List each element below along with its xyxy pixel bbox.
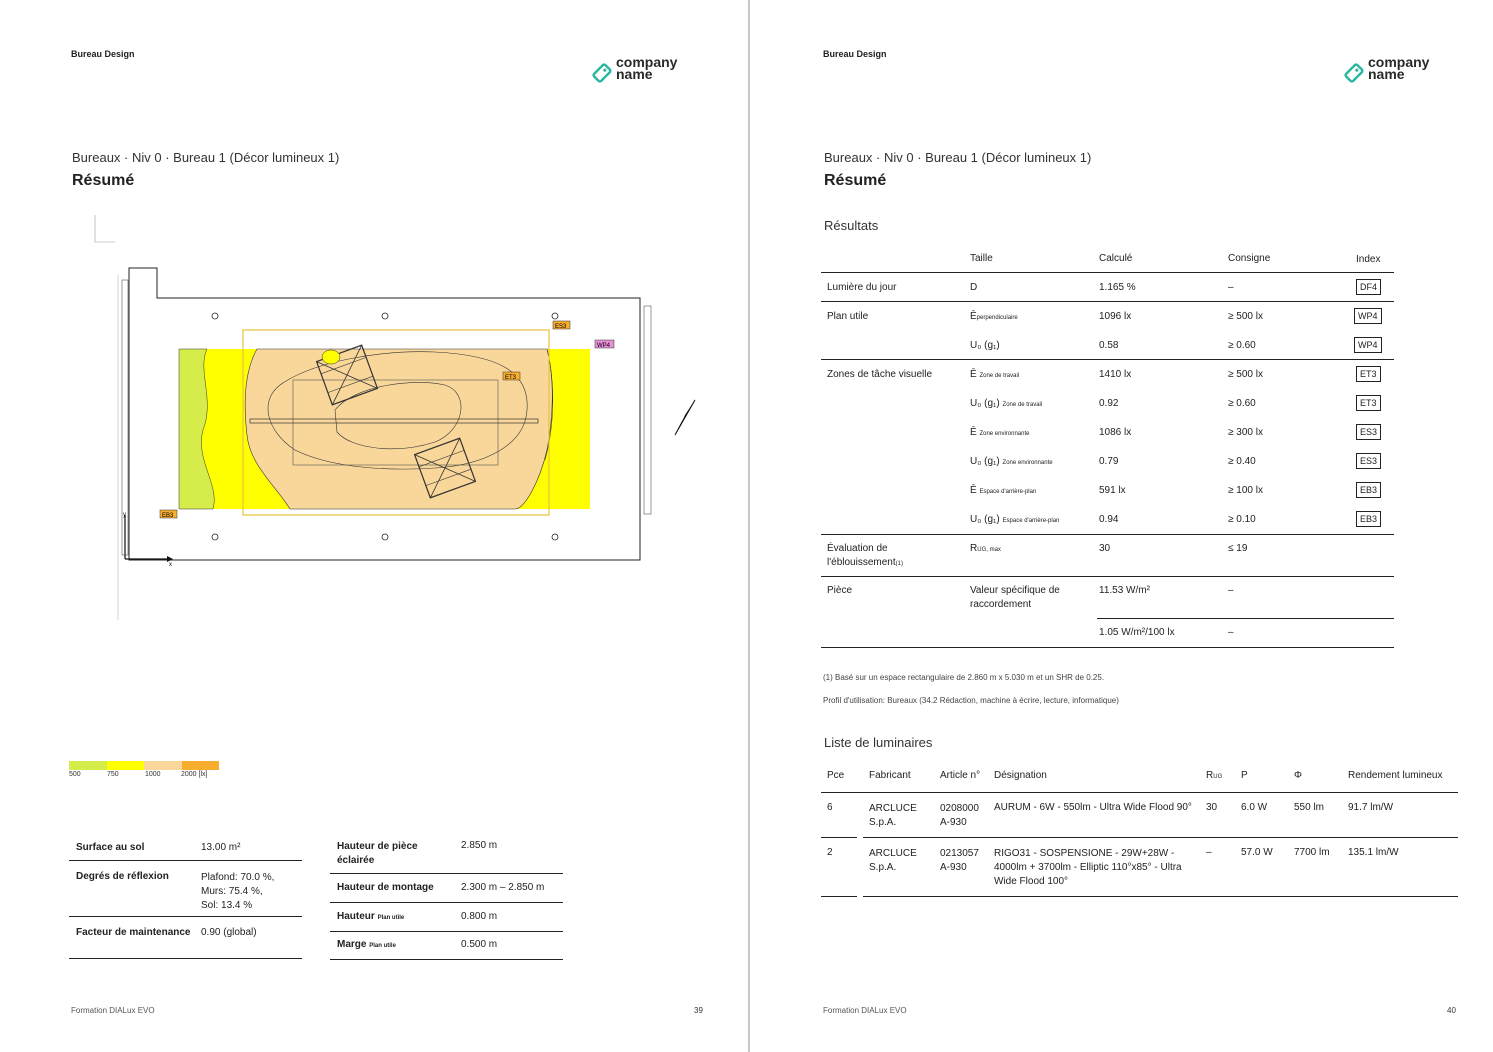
calc-cell: 1.05 W/m²/100 lx <box>1099 627 1175 638</box>
size-line: raccordement <box>970 599 1032 610</box>
lum-power: 57.0 W <box>1241 847 1273 858</box>
lum-rug: – <box>1206 847 1212 858</box>
calc-cell: 1.165 % <box>1099 282 1136 293</box>
footer-text: Formation DIALux EVO <box>71 1006 155 1015</box>
col-header-pce: Pce <box>827 770 845 781</box>
calc-cell: 11.53 W/m² <box>1099 585 1150 596</box>
row-divider <box>330 902 563 903</box>
col-header-target: Consigne <box>1228 253 1271 264</box>
page-title: Résumé <box>824 172 887 189</box>
calc-cell: 1410 lx <box>1099 369 1132 380</box>
lum-power: 6.0 W <box>1241 802 1268 813</box>
col-header-designation: Désignation <box>994 770 1047 781</box>
company-logo <box>1342 56 1452 90</box>
col-header-fabricant: Fabricant <box>869 770 911 781</box>
row-value: 2.300 m – 2.850 m <box>461 882 545 893</box>
group-label: Lumière du jour <box>827 282 897 293</box>
calc-cell: 0.94 <box>1099 514 1119 525</box>
floor-plan <box>85 210 725 630</box>
size-cell: U₀ (g₁) <box>970 340 1000 351</box>
calc-cell: 1086 lx <box>1099 427 1132 438</box>
row-divider <box>821 534 1394 535</box>
target-cell: ≥ 0.60 <box>1228 398 1256 409</box>
lux-legend-bar <box>69 761 219 770</box>
target-cell: – <box>1228 627 1234 638</box>
header-divider <box>821 272 1394 273</box>
downlight <box>552 534 558 540</box>
lum-efficacy: 135.1 lm/W <box>1348 847 1399 858</box>
heights-table <box>330 836 563 966</box>
breadcrumb: Bureaux · Niv 0 · Bureau 1 (Décor lumineux 1) <box>72 150 340 165</box>
des-line: 4000lm + 3700lm - Elliptic 110°x85° - Ultra <box>994 862 1182 873</box>
header-divider <box>821 792 1458 793</box>
legend-swatch <box>182 761 220 770</box>
footnote-1: (1) Basé sur un espace rectangulaire de 2.860 m x 5.030 m et un SHR de 0.25. <box>823 673 1105 682</box>
label-text: Marge <box>337 939 367 950</box>
tag-es3-label: ES3 <box>555 324 567 330</box>
row-divider <box>821 896 857 897</box>
col-header-index: Index <box>1356 254 1381 265</box>
legend-label: 500 <box>69 771 81 778</box>
group-label: Pièce <box>827 585 853 596</box>
lum-fabricant <box>869 847 917 875</box>
size-cell <box>970 543 1001 554</box>
lum-article <box>940 802 979 830</box>
legend-label: 750 <box>107 771 119 778</box>
results-table <box>821 250 1394 650</box>
usage-profile-note: Profil d'utilisation: Bureaux (34.2 Rédaction, machine à écrire, lecture, informatique) <box>823 696 1119 705</box>
size-subscript: Zone de travail <box>979 373 1020 379</box>
index-badge: DF4 <box>1356 279 1381 295</box>
axis-x-label: x <box>169 562 172 568</box>
row-value: 2.850 m <box>461 840 498 851</box>
col-header-phi: Φ <box>1294 770 1302 781</box>
value-line: Murs: 75.4 %, <box>201 886 263 897</box>
size-cell: D <box>970 282 978 293</box>
room-properties-table <box>69 836 302 966</box>
group-label <box>827 542 903 571</box>
legend-label: 2000 [lx] <box>181 771 208 778</box>
footnote-ref: (1) <box>895 561 903 567</box>
logo-line-1: company <box>1368 54 1430 70</box>
downlight <box>212 313 218 319</box>
calc-cell: 30 <box>1099 543 1111 554</box>
size-cell <box>970 485 1036 496</box>
chair-1 <box>322 350 340 364</box>
lum-pce: 6 <box>827 802 833 813</box>
index-badge: ES3 <box>1356 424 1381 440</box>
legend-label: 1000 <box>145 771 161 778</box>
size-cell <box>970 584 1060 612</box>
row-divider <box>821 576 1394 577</box>
lum-flux: 550 lm <box>1294 802 1325 813</box>
col-header-efficacy: Rendement lumineux <box>1348 770 1443 781</box>
row-label: Facteur de maintenance <box>76 927 191 938</box>
size-symbol: Ē <box>970 311 977 322</box>
size-cell <box>970 369 1019 380</box>
art-line: A-930 <box>940 862 967 873</box>
label-subscript: Plan utile <box>369 943 396 949</box>
row-value: 13.00 m² <box>201 842 241 853</box>
target-cell: ≥ 0.10 <box>1228 514 1256 525</box>
row-value: 0.800 m <box>461 911 498 922</box>
row-divider <box>863 837 1458 838</box>
tag-wp4-label: WP4 <box>597 343 611 349</box>
footer-text: Formation DIALux EVO <box>823 1006 907 1015</box>
logo-line-1: company <box>616 54 678 70</box>
lum-rug: 30 <box>1206 802 1218 813</box>
row-divider <box>1097 618 1394 619</box>
fab-line: ARCLUCE <box>869 803 917 814</box>
size-subscript: UG, max <box>977 547 1001 553</box>
size-subscript: Zone environnante <box>979 431 1030 437</box>
value-line: Sol: 13.4 % <box>201 900 253 911</box>
label-line: éclairée <box>337 855 375 866</box>
size-cell <box>970 311 1018 322</box>
index-badge: ES3 <box>1356 453 1381 469</box>
size-cell <box>970 398 1042 409</box>
row-value <box>201 871 274 913</box>
col-header-calc: Calculé <box>1099 253 1133 264</box>
size-cell <box>970 514 1059 525</box>
value-line: Plafond: 70.0 %, <box>201 872 275 883</box>
size-subscript: Espace d'arrière-plan <box>979 489 1037 495</box>
row-label: Surface au sol <box>76 842 145 853</box>
lum-designation: AURUM - 6W - 550lm - Ultra Wide Flood 90° <box>994 802 1192 813</box>
row-divider <box>69 860 302 861</box>
art-line: 0208000 <box>940 803 979 814</box>
calc-cell: 1096 lx <box>1099 311 1132 322</box>
document-header: Bureau Design <box>71 49 135 59</box>
downlight <box>212 534 218 540</box>
lum-designation <box>994 847 1199 889</box>
company-logo <box>590 56 700 90</box>
lum-fabricant <box>869 802 917 830</box>
downlight <box>382 313 388 319</box>
right-window <box>644 306 651 514</box>
tag-et3-label: ET3 <box>505 375 517 381</box>
calc-cell: 0.92 <box>1099 398 1119 409</box>
art-line: A-930 <box>940 817 967 828</box>
lum-article <box>940 847 979 875</box>
row-divider <box>330 873 563 874</box>
size-subscript: Zone de travail <box>1002 402 1043 408</box>
document-header: Bureau Design <box>823 49 887 59</box>
axis-y-label: y <box>123 512 126 518</box>
row-divider <box>821 837 857 838</box>
col-header-rug <box>1206 770 1222 781</box>
rug-symbol: R <box>1206 770 1214 781</box>
page-40 <box>750 0 1493 1052</box>
row-value: 0.90 (global) <box>201 927 257 938</box>
size-cell <box>970 427 1030 438</box>
size-symbol: U₀ (g₁) <box>970 398 1000 409</box>
size-symbol: Ē <box>970 485 977 496</box>
size-subscript: Zone environnante <box>1002 460 1053 466</box>
label-line: Hauteur de pièce <box>337 841 418 852</box>
calc-cell: 0.58 <box>1099 340 1119 351</box>
size-subscript: Espace d'arrière-plan <box>1002 518 1060 524</box>
group-label: Plan utile <box>827 311 869 322</box>
plan-guide-line <box>95 215 115 242</box>
size-subscript: perpendiculaire <box>976 315 1018 321</box>
size-symbol: U₀ (g₁) <box>970 514 1000 525</box>
target-cell: ≥ 300 lx <box>1228 427 1263 438</box>
index-badge: ET3 <box>1356 395 1381 411</box>
target-cell: ≥ 500 lx <box>1228 369 1263 380</box>
tag-icon <box>590 61 614 85</box>
luminaire-list-title: Liste de luminaires <box>824 735 933 750</box>
calc-cell: 0.79 <box>1099 456 1119 467</box>
logo-line-2: name <box>616 66 653 82</box>
target-cell: ≥ 0.60 <box>1228 340 1256 351</box>
target-cell: ≥ 0.40 <box>1228 456 1256 467</box>
art-line: 0213057 <box>940 848 979 859</box>
logo-line-2: name <box>1368 66 1405 82</box>
row-label: Hauteur de montage <box>337 882 434 893</box>
luminaire-table <box>821 768 1458 903</box>
group-label: Zones de tâche visuelle <box>827 369 933 380</box>
label-line: l'éblouissement <box>827 557 896 568</box>
page-number: 40 <box>1447 1006 1456 1015</box>
row-divider <box>821 301 1394 302</box>
downlight <box>382 534 388 540</box>
row-divider <box>863 896 1458 897</box>
size-line: Valeur spécifique de <box>970 585 1060 596</box>
target-cell: – <box>1228 282 1234 293</box>
breadcrumb: Bureaux · Niv 0 · Bureau 1 (Décor lumineux 1) <box>824 150 1092 165</box>
tag-eb3-label: EB3 <box>162 513 174 519</box>
lum-pce: 2 <box>827 847 833 858</box>
row-label: Degrés de réflexion <box>76 871 169 882</box>
target-cell: ≥ 500 lx <box>1228 311 1263 322</box>
target-cell: ≥ 100 lx <box>1228 485 1263 496</box>
legend-swatch <box>107 761 145 770</box>
lum-flux: 7700 lm <box>1294 847 1330 858</box>
results-title: Résultats <box>824 218 879 233</box>
label-text: Hauteur <box>337 911 375 922</box>
row-value: 0.500 m <box>461 939 498 950</box>
row-label <box>337 840 418 868</box>
size-symbol: U₀ (g₁) <box>970 456 1000 467</box>
page-number: 39 <box>694 1006 703 1015</box>
downlight <box>552 313 558 319</box>
label-subscript: Plan utile <box>377 915 405 921</box>
col-header-size: Taille <box>970 253 993 264</box>
target-cell: – <box>1228 585 1234 596</box>
des-line: Wide Flood 100° <box>994 876 1069 887</box>
row-label <box>337 911 404 922</box>
size-symbol: R <box>970 543 978 554</box>
index-badge: ET3 <box>1356 366 1381 382</box>
north-arrow-icon <box>675 400 695 435</box>
index-badge: WP4 <box>1354 337 1382 353</box>
tag-icon <box>1342 61 1366 85</box>
size-cell <box>970 456 1053 467</box>
row-divider <box>69 916 302 917</box>
row-divider <box>69 958 302 959</box>
fab-line: S.p.A. <box>869 862 897 873</box>
des-line: RIGO31 - SOSPENSIONE - 29W+28W - <box>994 848 1175 859</box>
size-symbol: Ē <box>970 427 977 438</box>
row-label <box>337 939 396 950</box>
fab-line: S.p.A. <box>869 817 897 828</box>
col-header-article: Article n° <box>940 770 981 781</box>
index-badge: WP4 <box>1354 308 1382 324</box>
col-header-p: P <box>1241 770 1248 781</box>
legend-swatch <box>144 761 182 770</box>
row-divider <box>330 931 563 932</box>
row-divider <box>330 959 563 960</box>
calc-cell: 591 lx <box>1099 485 1126 496</box>
index-badge: EB3 <box>1356 482 1381 498</box>
page-title: Résumé <box>72 172 135 189</box>
rug-subscript: UG <box>1213 774 1223 780</box>
legend-swatch <box>69 761 107 770</box>
index-badge: EB3 <box>1356 511 1381 527</box>
row-divider <box>821 359 1394 360</box>
lum-efficacy: 91.7 lm/W <box>1348 802 1394 813</box>
row-divider <box>821 647 1394 648</box>
label-line: Évaluation de <box>827 543 888 554</box>
size-symbol: Ē <box>970 369 977 380</box>
target-cell: ≤ 19 <box>1228 543 1248 554</box>
fab-line: ARCLUCE <box>869 848 917 859</box>
